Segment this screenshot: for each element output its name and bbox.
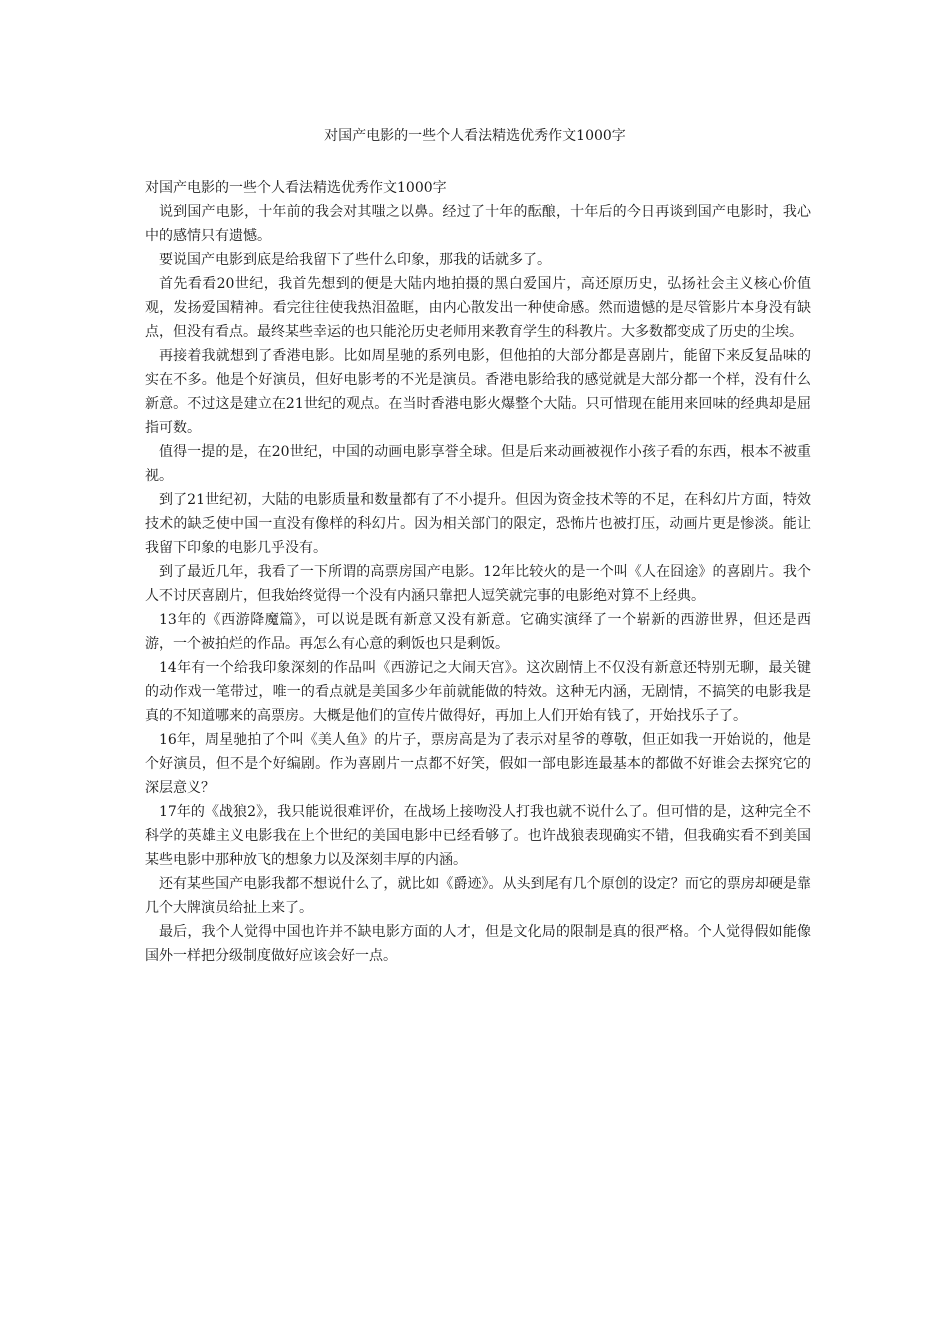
paragraph: 首先看看20世纪，我首先想到的便是大陆内地拍摄的黑白爱国片，高还原历史，弘扬社会主义核心价值观，发扬爱国精神。看完往往使我热泪盈眶，由内心散发出一种使命感。然而遗憾的是尽管影片本身没有缺点，但没有看点。最终某些幸运的也只能沦历史老师用来教育学生的科教片。大多数都变成了历史的尘埃。 bbox=[145, 276, 811, 340]
paragraph: 17年的《战狼2》，我只能说很难评价，在战场上接吻没人打我也就不说什么了。但可惜的是，这种完全不科学的英雄主义电影我在上个世纪的美国电影中已经看够了。也许战狼表现确实不错，但我确实看不到美国某些电影中那种放飞的想象力以及深刻丰厚的内涵。 bbox=[145, 804, 811, 868]
paragraph: 值得一提的是，在20世纪，中国的动画电影享誉全球。但是后来动画被视作小孩子看的东西，根本不被重视。 bbox=[145, 444, 811, 484]
paragraph: 再接着我就想到了香港电影。比如周星驰的系列电影，但他拍的大部分都是喜剧片，能留下来反复品味的实在不多。他是个好演员，但好电影考的不光是演员。香港电影给我的感觉就是大部分都一个样，没有什么新意。不过这是建立在21世纪的观点。在当时香港电影火爆整个大陆。只可惜现在能用来回味的经典却是屈指可数。 bbox=[145, 348, 811, 436]
paragraph: 到了21世纪初，大陆的电影质量和数量都有了不小提升。但因为资金技术等的不足，在科幻片方面，特效技术的缺乏使中国一直没有像样的科幻片。因为相关部门的限定，恐怖片也被打压，动画片更是惨淡。能让我留下印象的电影几乎没有。 bbox=[145, 492, 811, 556]
paragraph: 到了最近几年，我看了一下所谓的高票房国产电影。12年比较火的是一个叫《人在囧途》的喜剧片。我个人不讨厌喜剧片，但我始终觉得一个没有内涵只靠把人逗笑就完事的电影绝对算不上经典。 bbox=[145, 564, 811, 604]
document-title: 对国产电影的一些个人看法精选优秀作文1000字 bbox=[324, 128, 626, 144]
paragraph: 最后，我个人觉得中国也许并不缺电影方面的人才，但是文化局的限制是真的很严格。个人觉得假如能像国外一样把分级制度做好应该会好一点。 bbox=[145, 924, 811, 964]
document-subtitle: 对国产电影的一些个人看法精选优秀作文1000字 bbox=[145, 180, 447, 196]
paragraph: 13年的《西游降魔篇》，可以说是既有新意又没有新意。它确实演绎了一个崭新的西游世界，但还是西游，一个被拍烂的作品。再怎么有心意的剩饭也只是剩饭。 bbox=[145, 612, 811, 652]
paragraph: 16年，周星驰拍了个叫《美人鱼》的片子，票房高是为了表示对星爷的尊敬，但正如我一开始说的，他是个好演员，但不是个好编剧。作为喜剧片一点都不好笑，假如一部电影连最基本的都做不好谁会去探究它的深层意义？ bbox=[145, 732, 811, 796]
paragraph: 14年有一个给我印象深刻的作品叫《西游记之大闹天宫》。这次剧情上不仅没有新意还特别无聊，最关键的动作戏一笔带过，唯一的看点就是美国多少年前就能做的特效。这种无内涵，无剧情，不搞笑的电影我是真的不知道哪来的高票房。大概是他们的宣传片做得好，再加上人们开始有钱了，开始找乐子了。 bbox=[145, 660, 811, 724]
document-body bbox=[145, 176, 811, 968]
paragraph: 说到国产电影，十年前的我会对其嗤之以鼻。经过了十年的酝酿，十年后的今日再谈到国产电影时，我心中的感情只有遗憾。 bbox=[145, 204, 811, 244]
paragraph: 还有某些国产电影我都不想说什么了，就比如《爵迹》。从头到尾有几个原创的设定？而它的票房却硬是靠几个大牌演员给扯上来了。 bbox=[145, 876, 811, 916]
paragraph: 要说国产电影到底是给我留下了些什么印象，那我的话就多了。 bbox=[159, 252, 551, 268]
